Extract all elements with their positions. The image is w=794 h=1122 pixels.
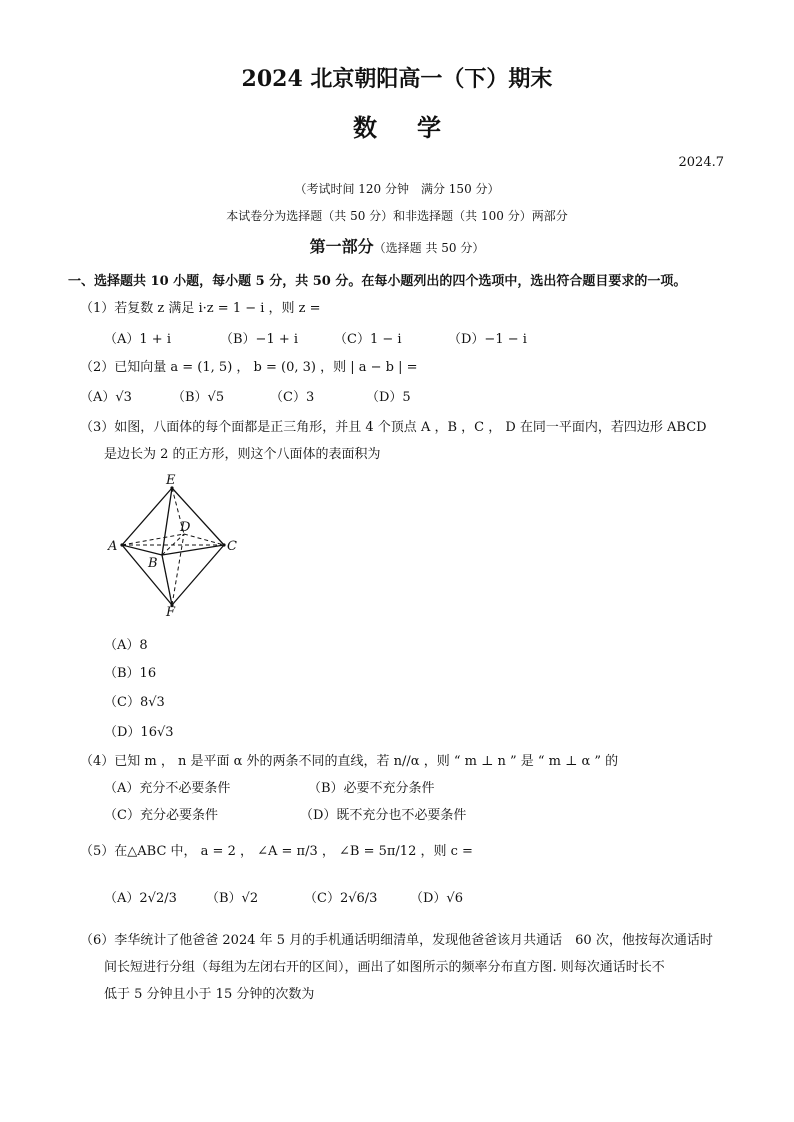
q2-stem: （2）已知向量 a = (1, 5) ， b = (0, 3) ，则 | a − b | = xyxy=(80,360,418,375)
vertex-label-b: B xyxy=(148,556,158,571)
part-heading xyxy=(0,234,794,257)
q2-option-c: （C）3 xyxy=(270,390,315,405)
q2-option-d: （D）5 xyxy=(366,390,411,405)
q6-line3: 低于 5 分钟且小于 15 分钟的次数为 xyxy=(104,987,315,1002)
edge-fb xyxy=(162,555,172,605)
q3-option-c: （C）8√3 xyxy=(104,695,165,710)
edge-fc xyxy=(172,545,224,605)
q6-line1: （6）李华统计了他爸爸 2024 年 5 月的手机通话明细清单，发现他爸爸该月共通话 60 次，他按每次通话时 xyxy=(80,933,713,948)
q4-stem: （4）已知 m ， n 是平面 α 外的两条不同的直线，若 n//α ，则 “ m ⊥ n ” 是 “ m ⊥ α ” 的 xyxy=(80,754,619,769)
vertex-label-c: C xyxy=(227,539,237,554)
edge-ab xyxy=(122,545,162,555)
subject-title: 数学 xyxy=(353,113,481,142)
q3-option-d: （D）16√3 xyxy=(104,725,174,740)
q5-stem: （5）在△ABC 中， a = 2 ， ∠A = π/3 ， ∠B = 5π/12 ，则 c = xyxy=(80,844,473,859)
edge-dc xyxy=(184,534,224,545)
q4-option-d: （D）既不充分也不必要条件 xyxy=(300,808,467,823)
q4-option-b: （B）必要不充分条件 xyxy=(308,781,435,796)
vertex-label-f: F xyxy=(166,605,176,620)
octahedron-figure xyxy=(100,470,250,620)
q5-option-c: （C）2√6/3 xyxy=(304,891,378,906)
q4-option-c: （C）充分必要条件 xyxy=(104,808,218,823)
exam-title: 2024 北京朝阳高一（下）期末 xyxy=(241,66,553,92)
q6-line2: 间长短进行分组（每组为左闭右开的区间），画出了如图所示的频率分布直方图. 则每次通话时长不 xyxy=(104,960,665,975)
exam-date: 2024.7 xyxy=(678,155,724,170)
structure-note: 本试卷分为选择题（共 50 分）和非选择题（共 100 分）两部分 xyxy=(226,209,568,223)
edge-bc xyxy=(162,545,224,555)
q4-option-a: （A）充分不必要条件 xyxy=(104,781,231,796)
part-note: （选择题 共 50 分） xyxy=(373,241,485,255)
q3-option-b: （B）16 xyxy=(104,666,157,681)
q1-option-d: （D）−1 − i xyxy=(448,332,527,347)
q3-stem-line1: （3）如图，八面体的每个面都是正三角形，并且 4 个顶点 A ，B ，C ， D 在同一平面内，若四边形 ABCD xyxy=(80,420,707,435)
q1-option-b: （B）−1 + i xyxy=(220,332,299,347)
exam-time-note: （考试时间 120 分钟 满分 150 分） xyxy=(294,182,500,196)
q3-stem-line2: 是边长为 2 的正方形，则这个八面体的表面积为 xyxy=(104,447,381,462)
vertex-label-d: D xyxy=(180,520,191,535)
q5-option-d: （D）√6 xyxy=(410,891,463,906)
section-instruction: 一、选择题共 10 小题，每小题 5 分，共 50 分。在每小题列出的四个选项中，选出符合题目要求的一项。 xyxy=(68,274,687,289)
q2-option-a: （A）√3 xyxy=(80,390,132,405)
q1-option-c: （C）1 − i xyxy=(334,332,402,347)
q5-option-a: （A）2√2/3 xyxy=(104,891,177,906)
vertex-label-e: E xyxy=(166,473,176,488)
q3-option-a: （A）8 xyxy=(104,638,148,653)
q1-option-a: （A）1 + i xyxy=(104,332,171,347)
q5-option-b: （B）√2 xyxy=(206,891,259,906)
q2-option-b: （B）√5 xyxy=(172,390,225,405)
vertex-label-a: A xyxy=(108,539,118,554)
q1-stem: （1）若复数 z 满足 i·z = 1 − i ，则 z = xyxy=(80,301,321,316)
part-title: 第一部分 xyxy=(309,237,374,256)
